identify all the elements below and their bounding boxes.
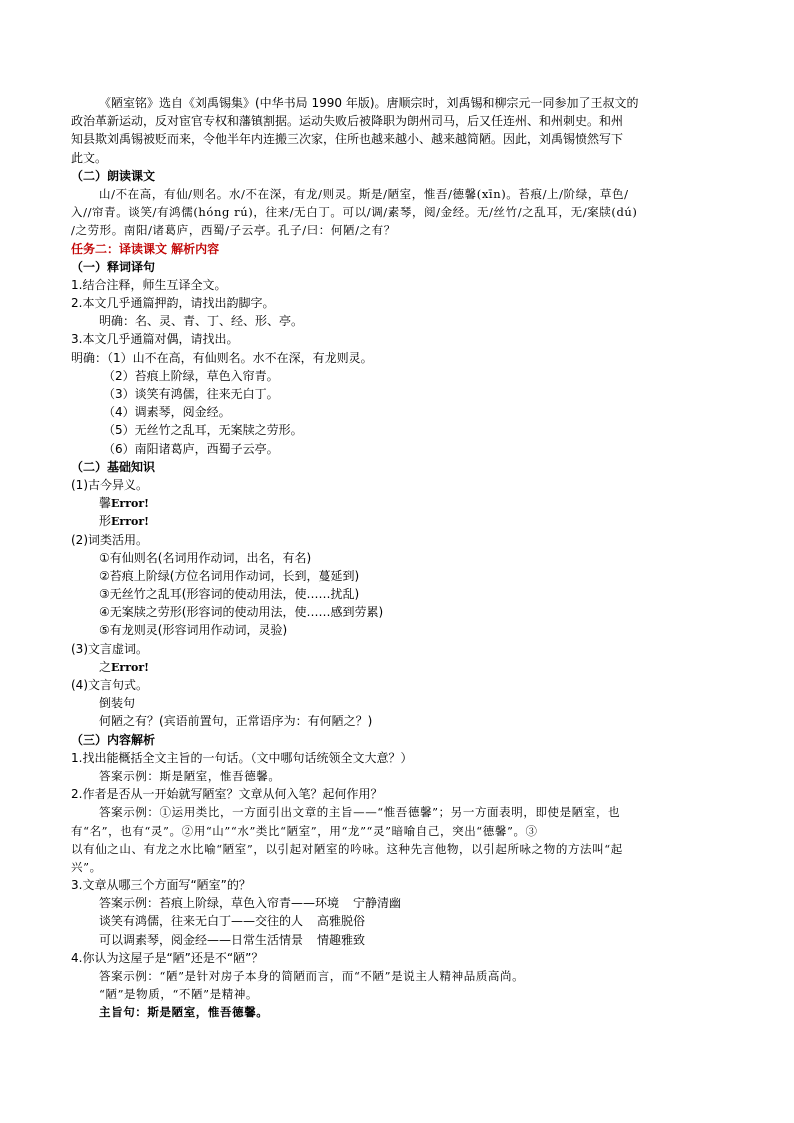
knowledge-item: (3)文言虚词。 (71, 641, 148, 656)
sentence-pattern: 何陋之有？(宾语前置句，正常语序为：有何陋之？) (99, 714, 373, 729)
analysis-question: 4.你认为这屋子是“陋”还是不“陋”？ (71, 950, 264, 965)
entry-char: 馨 (99, 496, 112, 511)
knowledge-item: (2)词类活用。 (71, 532, 148, 547)
sentence-pattern: 倒装句 (99, 696, 136, 711)
intro-line: 此文。 (71, 150, 108, 165)
answer-3-item: （5）无丝竹之乱耳，无案牍之劳形。 (103, 423, 303, 438)
analysis-answer: 答案示例：“陋”是针对房子本身的简陋而言，而“不陋”是说主人精神品质高尚。 (99, 969, 525, 983)
reading-text-line: /之劳形。南阳/诸葛庐，西蜀/子云亭。孔子/曰：何陋/之有？ (71, 223, 396, 238)
ancient-modern-entry (71, 512, 721, 530)
reading-heading: （二）朗读课文 (71, 168, 156, 183)
ancient-modern-entry (71, 494, 721, 512)
question-3: 3.本文几乎通篇对偶，请找出。 (71, 332, 239, 347)
function-word-entry (71, 658, 721, 676)
question-2: 2.本文几乎通篇押韵，请找出韵脚字。 (71, 296, 275, 311)
answer-3-item: （4）调素琴，阅金经。 (103, 405, 231, 420)
word-usage-item: ⑤有龙则灵(形容词用作动词，灵验) (99, 623, 288, 638)
reading-text-line: 入//帘青。谈笑/有鸿儒(hóng rú)，往来/无白丁。可以/调/素琴，阅/金经。无/丝竹/之乱耳，无/案牍(dú) (71, 205, 638, 220)
entry-char: 之 (99, 659, 112, 674)
analysis-question: 3.文章从哪三个方面写“陋室”的？ (71, 878, 251, 893)
word-usage-item: ④无案牍之劳形(形容词的使动用法，使……感到劳累) (99, 605, 384, 620)
answer-2: 明确：名、灵、青、丁、经、形、亭。 (99, 314, 304, 329)
aspect-row (71, 912, 721, 930)
analysis-question: 1.找出能概括全文主旨的一句话。（文中哪句话统领全文大意？） (71, 750, 413, 765)
intro-line: 政治革新运动，反对宦官专权和藩镇割据。运动失败后被降职为朗州司马，后又任连州、和州刺史。和州 (71, 114, 624, 129)
aspect-quality: 宁静清幽 (353, 896, 402, 911)
analysis-answer: 答案示例：①运用类比，一方面引出文章的主旨——“惟吾德馨”；另一方面表明，即使是陋室，也 (99, 805, 621, 820)
aspect-row (71, 931, 721, 949)
aspect-quality: 高雅脱俗 (317, 914, 366, 929)
intro-line: 《陋室铭》选自《刘禹锡集》(中华书局 1990 年版)。唐顺宗时，刘禹锡和柳宗元一同参加了王叔文的 (99, 96, 639, 110)
theme-sentence: 主旨句：斯是陋室，惟吾德馨。 (99, 1005, 269, 1020)
word-usage-item: ②苔痕上阶绿(方位名词用作动词，长到，蔓延到) (99, 568, 360, 583)
task2-title: 任务二：译读课文 解析内容 (71, 241, 220, 256)
analysis-answer: 以有仙之山、有龙之水比喻“陋室”，以引起对陋室的吟咏。这种先言他物，以引起所咏之物的方法叫“起 (71, 841, 623, 856)
word-usage-item: ③无丝竹之乱耳(形容词的使动用法，使……扰乱) (99, 587, 360, 602)
knowledge-item: (1)古今异义。 (71, 477, 148, 492)
section2-heading: （二）基础知识 (71, 459, 156, 474)
section1-heading: （一）释词译句 (71, 259, 156, 274)
word-usage-item: ①有仙则名(名词用作动词，出名，有名) (99, 550, 312, 565)
error-field: Error! (111, 660, 149, 674)
analysis-answer: 答案示例：斯是陋室，惟吾德馨。 (99, 768, 281, 783)
error-field: Error! (111, 515, 149, 529)
analysis-question: 2.作者是否从一开始就写陋室？文章从何入笔？起何作用？ (71, 787, 383, 802)
aspect-row (71, 894, 721, 912)
document-page (71, 94, 721, 1022)
entry-char: 形 (99, 514, 112, 529)
question-1: 1.结合注释，师生互译全文。 (71, 277, 227, 292)
aspect-quality: 情趣雅致 (317, 932, 366, 947)
analysis-answer: 有“名”，也有“灵”。②用“山”“水”类比“陋室”，用“龙”“灵”暗喻自己，突出“德馨”。③ (71, 823, 538, 838)
answer-3-item: （2）苔痕上阶绿，草色入帘青。 (103, 368, 279, 383)
answer-3-item: （3）谈笑有鸿儒，往来无白丁。 (103, 387, 279, 401)
aspect-text: 谈笑有鸿儒，往来无白丁——交往的人 (99, 914, 304, 929)
intro-line: 知县欺刘禹锡被贬而来，令他半年内连搬三次家，住所也越来越小、越来越简陋。因此，刘禹锡愤然写下 (71, 132, 624, 147)
analysis-answer: “陋”是物质，“不陋”是精神。 (99, 987, 259, 1002)
reading-text-line: 山/不在高，有仙/则名。水/不在深，有龙/则灵。斯是/陋室，惟吾/德馨(xīn)。苔痕/上/阶绿，草色/ (99, 186, 629, 201)
knowledge-item: (4)文言句式。 (71, 678, 148, 692)
answer-3: 明确：（1）山不在高，有仙则名。水不在深，有龙则灵。 (71, 350, 373, 365)
aspect-text: 可以调素琴，阅金经——日常生活情景 (99, 932, 304, 947)
section3-heading: （三）内容解析 (71, 732, 156, 747)
analysis-answer: 兴”。 (71, 859, 102, 874)
aspect-text: 答案示例：苔痕上阶绿，草色入帘青——环境 (99, 896, 340, 911)
answer-3-item: （6）南阳诸葛庐，西蜀子云亭。 (103, 441, 279, 456)
error-field: Error! (111, 497, 149, 511)
